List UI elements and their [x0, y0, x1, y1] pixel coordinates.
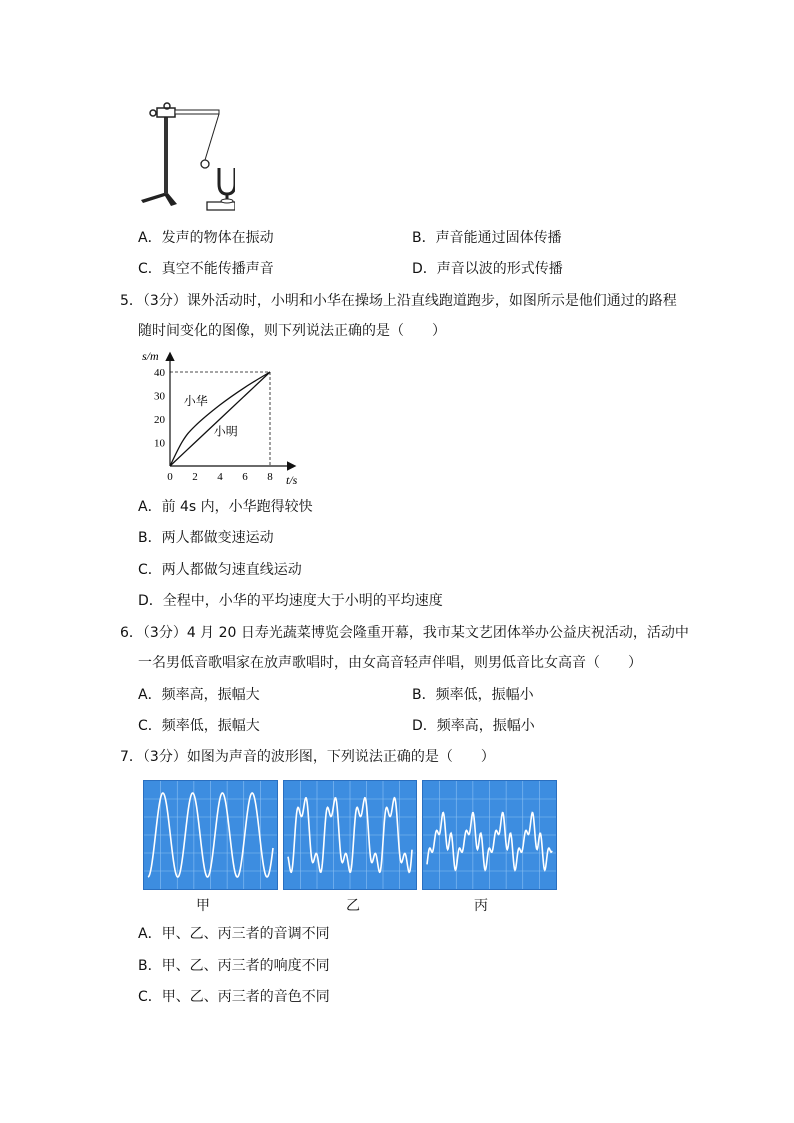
q4-option-a: A．发声的物体在振动 [138, 230, 274, 246]
x-tick-label: 2 [192, 471, 198, 483]
x-axis-label: t/s [286, 473, 298, 487]
waveform-yi [283, 780, 417, 890]
caption-bing: 丙 [474, 898, 488, 914]
x-tick-label: 6 [242, 471, 248, 483]
y-tick-label: 30 [154, 390, 165, 403]
q5-stem-line-1: 5．（3分）课外活动时，小明和小华在操场上沿直线跑道跑步，如图所示是他们通过的路程 [120, 293, 677, 309]
q6-stem-line-1: 6．（3分）4 月 20 日寿光蔬菜博览会隆重开幕，我市某文艺团体举办公益庆祝活动，活动中 [120, 625, 689, 641]
distance-time-chart [138, 348, 308, 490]
q5-stem-line-2: 随时间变化的图像，则下列说法正确的是（ ） [138, 323, 446, 339]
waveform-jia [143, 780, 278, 890]
q5-option-a: A．前 4s 内，小华跑得较快 [138, 499, 313, 515]
q5-option-b: B．两人都做变速运动 [138, 530, 274, 546]
q4-option-c: C．真空不能传播声音 [138, 261, 274, 277]
series-label-xiaohua: 小华 [183, 393, 208, 408]
q6-option-c: C．频率低，振幅大 [138, 718, 260, 734]
x-tick-label: 8 [267, 471, 273, 483]
q6-option-b: B．频率低，振幅小 [412, 687, 534, 703]
q7-stem: 7．（3分）如图为声音的波形图，下列说法正确的是（ ） [120, 749, 495, 765]
x-tick-label: 4 [217, 471, 223, 483]
series-line-xiaoming [170, 372, 270, 466]
q4-option-d: D．声音以波的形式传播 [412, 261, 563, 277]
caption-yi: 乙 [346, 898, 360, 914]
q4-option-b: B．声音能通过固体传播 [412, 230, 562, 246]
q5-option-c: C．两人都做匀速直线运动 [138, 562, 302, 578]
y-axis-label: s/m [142, 349, 159, 363]
q7-option-c: C．甲、乙、丙三者的音色不同 [138, 989, 330, 1005]
caption-jia: 甲 [196, 898, 210, 914]
series-label-xiaoming: 小明 [213, 424, 238, 439]
q6-option-d: D．频率高，振幅小 [412, 718, 535, 734]
x-tick-label: 0 [167, 471, 173, 483]
y-tick-label: 10 [154, 437, 165, 450]
waveform-bing [422, 780, 557, 890]
q6-stem-line-2: 一名男低音歌唱家在放声歌唱时，由女高音轻声伴唱，则男低音比女高音（ ） [138, 655, 642, 671]
y-tick-label: 20 [154, 414, 165, 426]
q5-option-d: D．全程中，小华的平均速度大于小明的平均速度 [138, 593, 443, 609]
y-tick-label: 40 [154, 367, 165, 379]
q6-option-a: A．频率高，振幅大 [138, 687, 260, 703]
q7-option-a: A．甲、乙、丙三者的音调不同 [138, 926, 330, 942]
q7-option-b: B．甲、乙、丙三者的响度不同 [138, 958, 330, 974]
tuning-fork-apparatus-figure [135, 98, 235, 213]
